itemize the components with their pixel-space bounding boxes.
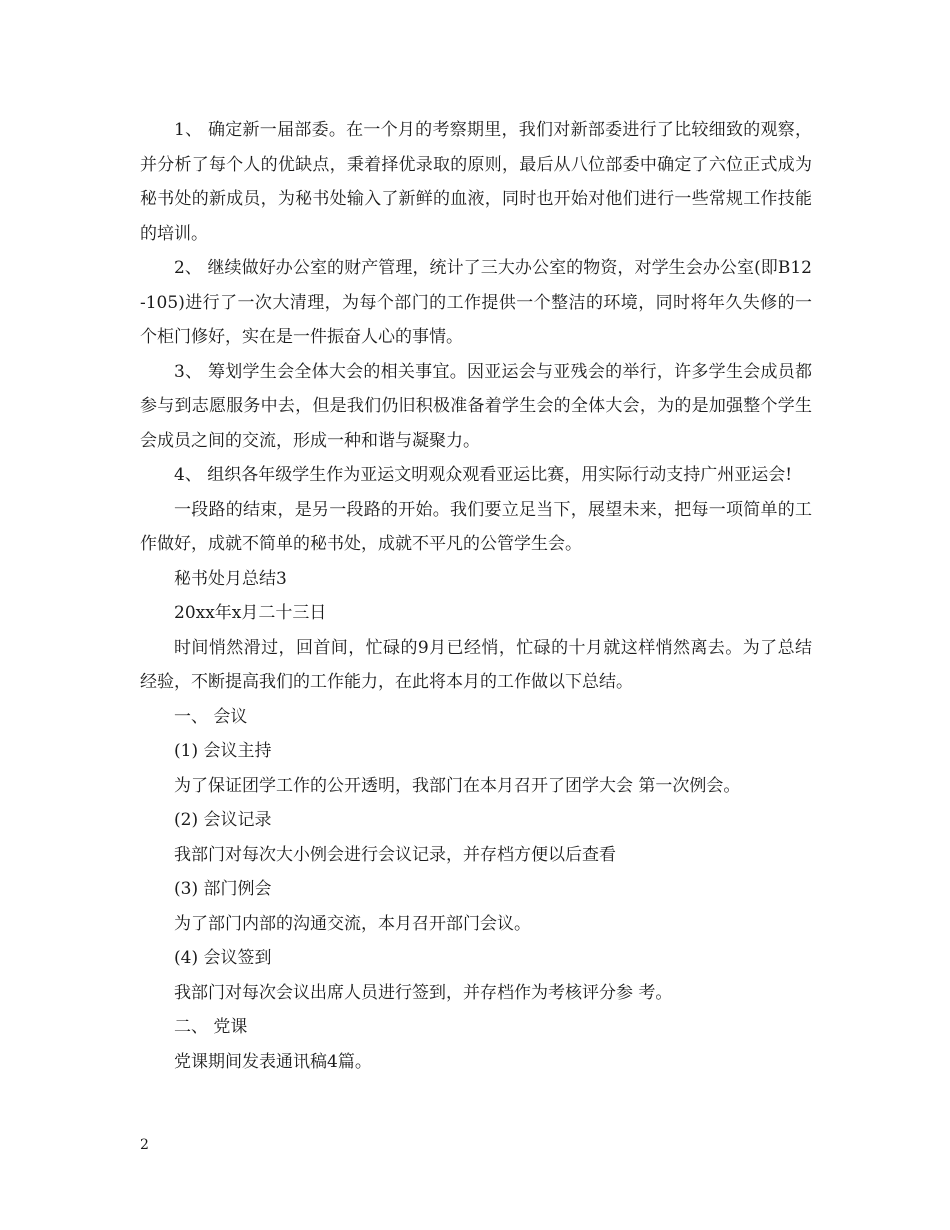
paragraph-meeting-minutes: 我部门对每次大小例会进行会议记录，并存档方便以后查看 [174, 844, 616, 865]
paragraph-party-class: 党课期间发表通讯稿4篇。 [174, 1051, 372, 1072]
subheading-meeting-host: (1) 会议主持 [174, 741, 272, 761]
section-title: 秘书处月总结3 [174, 568, 287, 589]
paragraph-intro: 时间悄然滑过，回首间，忙碌的9月已经悄，忙碌的十月就这样悄然离去。为了总结经验，不断提高我们的工作能力，在此将本月的工作做以下总结。 [140, 637, 812, 692]
document-body [140, 113, 812, 1079]
heading-meetings: 一、 会议 [174, 706, 248, 727]
page-number: 2 [140, 1137, 149, 1153]
paragraph-meeting-signin: 我部门对每次会议出席人员进行签到，并存档作为考核评分参 考。 [174, 982, 673, 1003]
paragraph-item-1: 1、 确定新一届部委。在一个月的考察期里，我们对新部委进行了比较细致的观察，并分析了每个人的优缺点，秉着择优录取的原则，最后从八位部委中确定了六位正式成为秘书处的新成员，为秘书处输入了新鲜的血液，同时也开始对他们进行一些常规工作技能的培训。 [140, 120, 812, 244]
paragraph-item-3: 3、 筹划学生会全体大会的相关事宜。因亚运会与亚残会的举行，许多学生会成员都参与到志愿服务中去，但是我们仍旧积极准备着学生会的全体大会，为的是加强整个学生会成员之间的交流，形成一种和谐与凝聚力。 [140, 361, 812, 451]
paragraph-department-meeting: 为了部门内部的沟通交流，本月召开部门会议。 [174, 913, 531, 934]
subheading-meeting-signin: (4) 会议签到 [174, 948, 272, 968]
subheading-department-meeting: (3) 部门例会 [174, 879, 272, 899]
date-line: 20xx年x月二十三日 [174, 603, 327, 623]
paragraph-meeting-host: 为了保证团学工作的公开透明，我部门在本月召开了团学大会 第一次例会。 [174, 775, 741, 796]
paragraph-item-2: 2、 继续做好办公室的财产管理，统计了三大办公室的物资，对学生会办公室(即B12-105)进行了一次大清理，为每个部门的工作提供一个整洁的环境，同时将年久失修的一个柜门修好，实在是一件振奋人心的事情。 [140, 258, 812, 347]
subheading-meeting-minutes: (2) 会议记录 [174, 810, 272, 830]
paragraph-closing: 一段路的结束，是另一段路的开始。我们要立足当下，展望未来，把每一项简单的工作做好，成就不简单的秘书处，成就不平凡的公管学生会。 [140, 499, 812, 554]
paragraph-item-4: 4、 组织各年级学生作为亚运文明观众观看亚运比赛，用实际行动支持广州亚运会! [174, 465, 793, 485]
heading-party-class: 二、 党课 [174, 1017, 248, 1037]
